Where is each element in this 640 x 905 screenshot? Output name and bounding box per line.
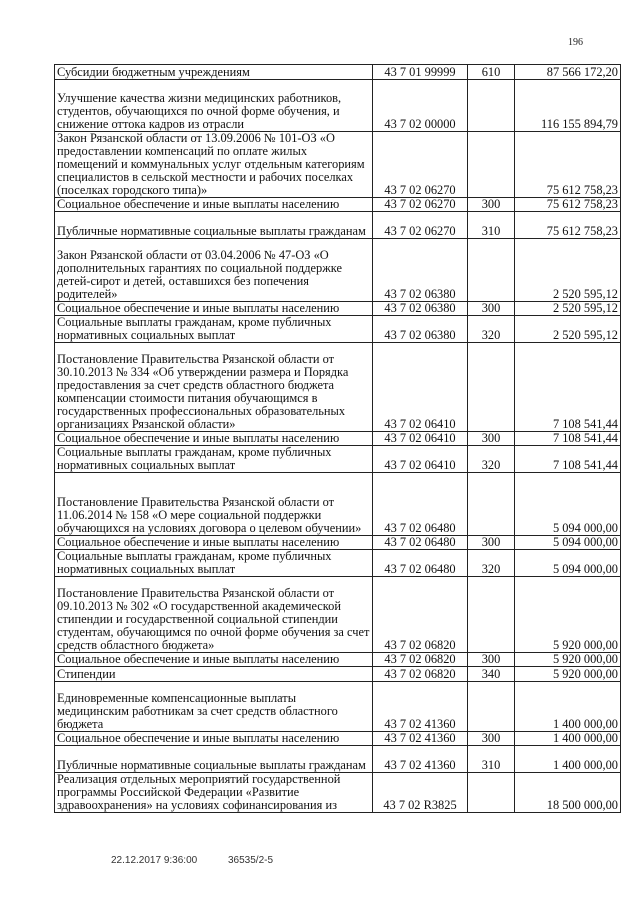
row-target-code: 43 7 02 06410	[373, 432, 468, 446]
row-name: Социальное обеспечение и иные выплаты населению	[55, 536, 373, 550]
row-name: Социальное обеспечение и иные выплаты населению	[55, 198, 373, 212]
row-target-code: 43 7 02 06410	[373, 343, 468, 432]
table-row	[55, 65, 621, 80]
row-name: Реализация отдельных мероприятий государственной программы Российской Федерации «Развитие здравоохранения» на условиях софинансирования из	[55, 773, 373, 813]
table-row	[55, 132, 621, 198]
row-expense-type: 300	[468, 732, 515, 746]
row-expense-type: 310	[468, 746, 515, 773]
row-expense-type: 300	[468, 432, 515, 446]
row-name: Стипендии	[55, 667, 373, 682]
row-target-code: 43 7 02 00000	[373, 80, 468, 132]
row-name: Публичные нормативные социальные выплаты гражданам	[55, 746, 373, 773]
row-expense-type: 340	[468, 667, 515, 682]
row-name: Субсидии бюджетным учреждениям	[55, 65, 373, 80]
table-row	[55, 198, 621, 212]
row-amount: 5 920 000,00	[515, 667, 621, 682]
row-amount: 5 094 000,00	[515, 473, 621, 536]
row-expense-type: 320	[468, 316, 515, 343]
row-amount: 5 920 000,00	[515, 577, 621, 653]
row-expense-type	[468, 682, 515, 732]
row-target-code: 43 7 02 06380	[373, 239, 468, 302]
row-amount: 5 094 000,00	[515, 536, 621, 550]
row-expense-type	[468, 473, 515, 536]
row-amount: 2 520 595,12	[515, 302, 621, 316]
row-expense-type	[468, 239, 515, 302]
row-expense-type: 320	[468, 550, 515, 577]
row-amount: 75 612 758,23	[515, 198, 621, 212]
row-amount: 2 520 595,12	[515, 316, 621, 343]
row-expense-type	[468, 132, 515, 198]
row-expense-type: 300	[468, 198, 515, 212]
table-row	[55, 577, 621, 653]
row-amount: 7 108 541,44	[515, 446, 621, 473]
row-amount: 75 612 758,23	[515, 212, 621, 239]
row-target-code: 43 7 02 06410	[373, 446, 468, 473]
row-expense-type: 320	[468, 446, 515, 473]
row-amount: 87 566 172,20	[515, 65, 621, 80]
row-amount: 1 400 000,00	[515, 732, 621, 746]
row-target-code: 43 7 02 06270	[373, 212, 468, 239]
row-name: Социальное обеспечение и иные выплаты населению	[55, 302, 373, 316]
footer-datetime: 22.12.2017 9:36:00	[111, 855, 198, 866]
row-name: Постановление Правительства Рязанской области от 11.06.2014 № 158 «О мере социальной поддержки обучающихся на условиях договора о целевом обучении»	[55, 473, 373, 536]
row-amount: 7 108 541,44	[515, 432, 621, 446]
table-row	[55, 239, 621, 302]
row-amount: 1 400 000,00	[515, 746, 621, 773]
row-target-code: 43 7 01 99999	[373, 65, 468, 80]
row-target-code: 43 7 02 06480	[373, 550, 468, 577]
table-row	[55, 473, 621, 536]
row-target-code: 43 7 02 R3825	[373, 773, 468, 813]
budget-table	[54, 64, 621, 813]
table-row	[55, 212, 621, 239]
row-expense-type: 300	[468, 302, 515, 316]
row-target-code: 43 7 02 06270	[373, 198, 468, 212]
table-row	[55, 773, 621, 813]
row-expense-type: 300	[468, 653, 515, 667]
row-name: Социальное обеспечение и иные выплаты населению	[55, 653, 373, 667]
row-target-code: 43 7 02 06820	[373, 577, 468, 653]
row-amount: 75 612 758,23	[515, 132, 621, 198]
page-footer	[111, 855, 273, 866]
row-expense-type: 610	[468, 65, 515, 80]
row-target-code: 43 7 02 06380	[373, 316, 468, 343]
table-row	[55, 302, 621, 316]
row-target-code: 43 7 02 06480	[373, 536, 468, 550]
row-target-code: 43 7 02 06270	[373, 132, 468, 198]
table-row	[55, 536, 621, 550]
row-amount: 116 155 894,79	[515, 80, 621, 132]
row-amount: 7 108 541,44	[515, 343, 621, 432]
table-row	[55, 732, 621, 746]
row-name: Закон Рязанской области от 03.04.2006 № 47-ОЗ «О дополнительных гарантиях по социальной поддержке детей-сирот и детей, оставшихся без попечения родителей»	[55, 239, 373, 302]
table-row	[55, 746, 621, 773]
row-target-code: 43 7 02 06820	[373, 667, 468, 682]
row-name: Социальные выплаты гражданам, кроме публичных нормативных социальных выплат	[55, 550, 373, 577]
row-name: Социальное обеспечение и иные выплаты населению	[55, 732, 373, 746]
row-amount: 2 520 595,12	[515, 239, 621, 302]
table-row	[55, 667, 621, 682]
row-target-code: 43 7 02 41360	[373, 682, 468, 732]
table-row	[55, 316, 621, 343]
row-amount: 1 400 000,00	[515, 682, 621, 732]
row-name: Улучшение качества жизни медицинских работников, студентов, обучающихся по очной форме обучения, и снижение оттока кадров из отрасли	[55, 80, 373, 132]
row-name: Постановление Правительства Рязанской области от 30.10.2013 № 334 «Об утверждении размера и Порядка предоставления за счет средств областного бюджета компенсации стоимости питания обучающимся в государственных профессиональных образовательных организациях Рязанской области»	[55, 343, 373, 432]
row-amount: 5 920 000,00	[515, 653, 621, 667]
table-row	[55, 446, 621, 473]
row-target-code: 43 7 02 06380	[373, 302, 468, 316]
row-target-code: 43 7 02 06820	[373, 653, 468, 667]
budget-table-body	[55, 65, 621, 813]
table-row	[55, 682, 621, 732]
row-name: Публичные нормативные социальные выплаты гражданам	[55, 212, 373, 239]
row-name: Социальные выплаты гражданам, кроме публичных нормативных социальных выплат	[55, 316, 373, 343]
row-amount: 5 094 000,00	[515, 550, 621, 577]
row-target-code: 43 7 02 41360	[373, 732, 468, 746]
row-name: Социальное обеспечение и иные выплаты населению	[55, 432, 373, 446]
table-row	[55, 80, 621, 132]
row-name: Постановление Правительства Рязанской области от 09.10.2013 № 302 «О государственной академической стипендии и государственной социальной стипендии студентам, обучающимся по очной форме обучения за счет средств областного бюджета»	[55, 577, 373, 653]
row-target-code: 43 7 02 06480	[373, 473, 468, 536]
row-expense-type	[468, 773, 515, 813]
row-expense-type	[468, 343, 515, 432]
table-row	[55, 653, 621, 667]
footer-doc-number: 36535/2-5	[227, 855, 274, 866]
row-expense-type: 300	[468, 536, 515, 550]
table-row	[55, 432, 621, 446]
row-target-code: 43 7 02 41360	[373, 746, 468, 773]
page-number: 196	[568, 37, 583, 48]
row-expense-type: 310	[468, 212, 515, 239]
table-row	[55, 343, 621, 432]
row-name: Социальные выплаты гражданам, кроме публичных нормативных социальных выплат	[55, 446, 373, 473]
row-expense-type	[468, 80, 515, 132]
row-name: Единовременные компенсационные выплаты медицинским работникам за счет средств областного бюджета	[55, 682, 373, 732]
row-amount: 18 500 000,00	[515, 773, 621, 813]
table-row	[55, 550, 621, 577]
row-expense-type	[468, 577, 515, 653]
row-name: Закон Рязанской области от 13.09.2006 № 101-ОЗ «О предоставлении компенсаций по оплате жилых помещений и коммунальных услуг отдельным категориям специалистов в сельской местности и рабочих поселках (поселках городского типа)»	[55, 132, 373, 198]
